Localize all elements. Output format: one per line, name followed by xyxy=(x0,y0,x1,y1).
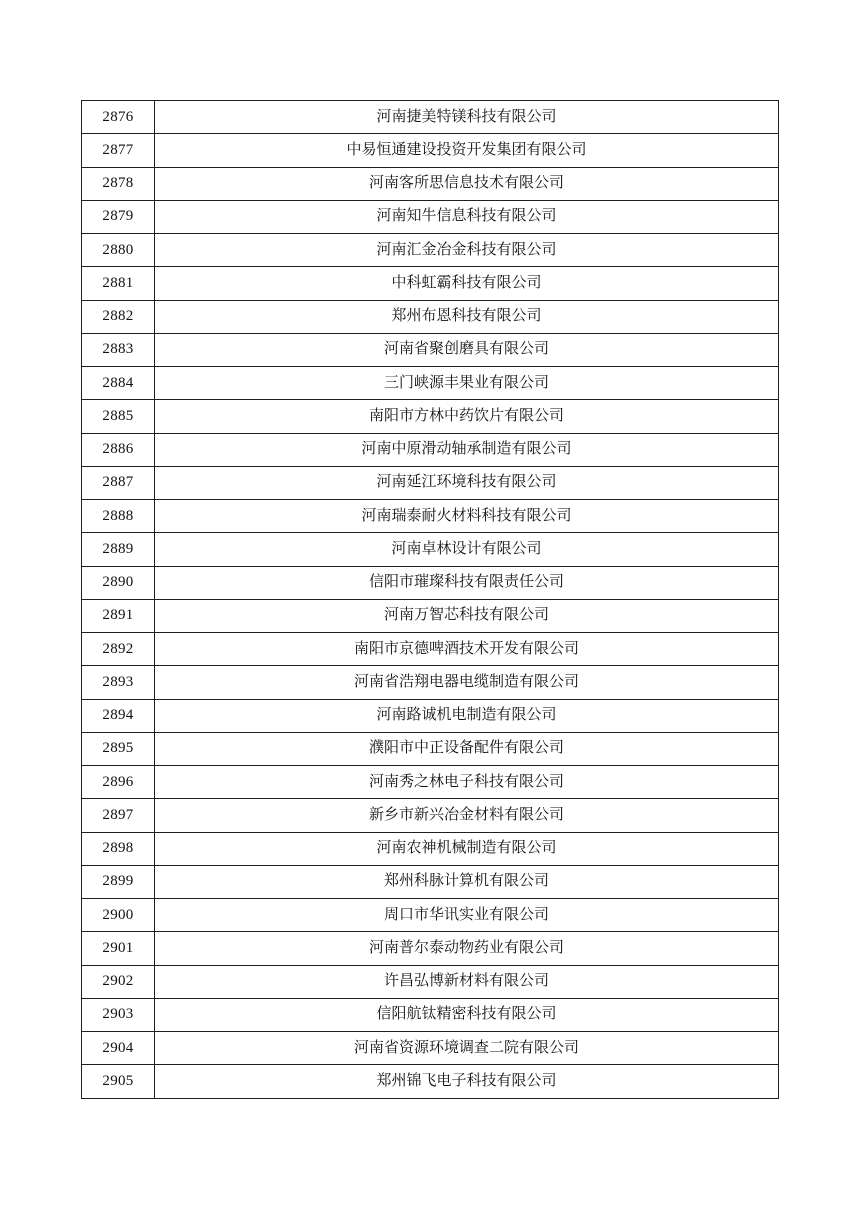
table-row xyxy=(82,998,779,1031)
table-row xyxy=(82,367,779,400)
company-name: 河南瑞泰耐火材料科技有限公司 xyxy=(155,500,779,533)
row-number: 2881 xyxy=(82,267,155,300)
row-number: 2899 xyxy=(82,865,155,898)
table-row xyxy=(82,234,779,267)
table-row xyxy=(82,167,779,200)
row-number: 2904 xyxy=(82,1032,155,1065)
table-row xyxy=(82,899,779,932)
table-row xyxy=(82,832,779,865)
table-row xyxy=(82,633,779,666)
row-number: 2878 xyxy=(82,167,155,200)
row-number: 2877 xyxy=(82,134,155,167)
row-number: 2892 xyxy=(82,633,155,666)
table-row xyxy=(82,466,779,499)
company-table-body xyxy=(82,101,779,1099)
table-row xyxy=(82,300,779,333)
company-name: 河南普尔泰动物药业有限公司 xyxy=(155,932,779,965)
table-row xyxy=(82,134,779,167)
company-name: 新乡市新兴冶金材料有限公司 xyxy=(155,799,779,832)
company-name: 河南省聚创磨具有限公司 xyxy=(155,333,779,366)
row-number: 2887 xyxy=(82,466,155,499)
company-name: 河南省资源环境调查二院有限公司 xyxy=(155,1032,779,1065)
company-name: 河南农神机械制造有限公司 xyxy=(155,832,779,865)
table-row xyxy=(82,533,779,566)
table-row xyxy=(82,566,779,599)
row-number: 2900 xyxy=(82,899,155,932)
row-number: 2890 xyxy=(82,566,155,599)
company-table xyxy=(81,100,779,1099)
row-number: 2880 xyxy=(82,234,155,267)
row-number: 2905 xyxy=(82,1065,155,1098)
company-name: 河南省浩翔电器电缆制造有限公司 xyxy=(155,666,779,699)
row-number: 2898 xyxy=(82,832,155,865)
company-name: 中科虹霸科技有限公司 xyxy=(155,267,779,300)
company-name: 河南知牛信息科技有限公司 xyxy=(155,200,779,233)
company-name: 河南捷美特镁科技有限公司 xyxy=(155,101,779,134)
table-row xyxy=(82,433,779,466)
row-number: 2886 xyxy=(82,433,155,466)
company-name: 信阳航钛精密科技有限公司 xyxy=(155,998,779,1031)
company-name: 河南万智芯科技有限公司 xyxy=(155,599,779,632)
row-number: 2884 xyxy=(82,367,155,400)
table-row xyxy=(82,766,779,799)
company-name: 郑州锦飞电子科技有限公司 xyxy=(155,1065,779,1098)
row-number: 2902 xyxy=(82,965,155,998)
row-number: 2901 xyxy=(82,932,155,965)
table-row xyxy=(82,799,779,832)
table-row xyxy=(82,965,779,998)
company-name: 河南路诚机电制造有限公司 xyxy=(155,699,779,732)
company-name: 郑州布恩科技有限公司 xyxy=(155,300,779,333)
row-number: 2876 xyxy=(82,101,155,134)
company-name: 三门峡源丰果业有限公司 xyxy=(155,367,779,400)
row-number: 2891 xyxy=(82,599,155,632)
company-name: 郑州科脉计算机有限公司 xyxy=(155,865,779,898)
table-row xyxy=(82,267,779,300)
table-row xyxy=(82,200,779,233)
table-row xyxy=(82,101,779,134)
company-name: 河南中原滑动轴承制造有限公司 xyxy=(155,433,779,466)
row-number: 2883 xyxy=(82,333,155,366)
company-name: 河南秀之林电子科技有限公司 xyxy=(155,766,779,799)
company-name: 南阳市京德啤酒技术开发有限公司 xyxy=(155,633,779,666)
table-row xyxy=(82,1032,779,1065)
row-number: 2879 xyxy=(82,200,155,233)
company-name: 河南客所思信息技术有限公司 xyxy=(155,167,779,200)
company-name: 周口市华讯实业有限公司 xyxy=(155,899,779,932)
company-name: 中易恒通建设投资开发集团有限公司 xyxy=(155,134,779,167)
row-number: 2888 xyxy=(82,500,155,533)
table-row xyxy=(82,666,779,699)
row-number: 2893 xyxy=(82,666,155,699)
table-row xyxy=(82,865,779,898)
table-row xyxy=(82,932,779,965)
table-row xyxy=(82,500,779,533)
table-row xyxy=(82,333,779,366)
table-row xyxy=(82,599,779,632)
table-row xyxy=(82,400,779,433)
row-number: 2889 xyxy=(82,533,155,566)
company-name: 许昌弘博新材料有限公司 xyxy=(155,965,779,998)
company-name: 河南卓林设计有限公司 xyxy=(155,533,779,566)
row-number: 2894 xyxy=(82,699,155,732)
company-name: 信阳市璀璨科技有限责任公司 xyxy=(155,566,779,599)
row-number: 2903 xyxy=(82,998,155,1031)
table-row xyxy=(82,732,779,765)
company-name: 河南汇金冶金科技有限公司 xyxy=(155,234,779,267)
row-number: 2897 xyxy=(82,799,155,832)
table-row xyxy=(82,1065,779,1098)
company-name: 濮阳市中正设备配件有限公司 xyxy=(155,732,779,765)
company-name: 河南延江环境科技有限公司 xyxy=(155,466,779,499)
row-number: 2896 xyxy=(82,766,155,799)
row-number: 2885 xyxy=(82,400,155,433)
table-row xyxy=(82,699,779,732)
row-number: 2895 xyxy=(82,732,155,765)
company-name: 南阳市方林中药饮片有限公司 xyxy=(155,400,779,433)
row-number: 2882 xyxy=(82,300,155,333)
